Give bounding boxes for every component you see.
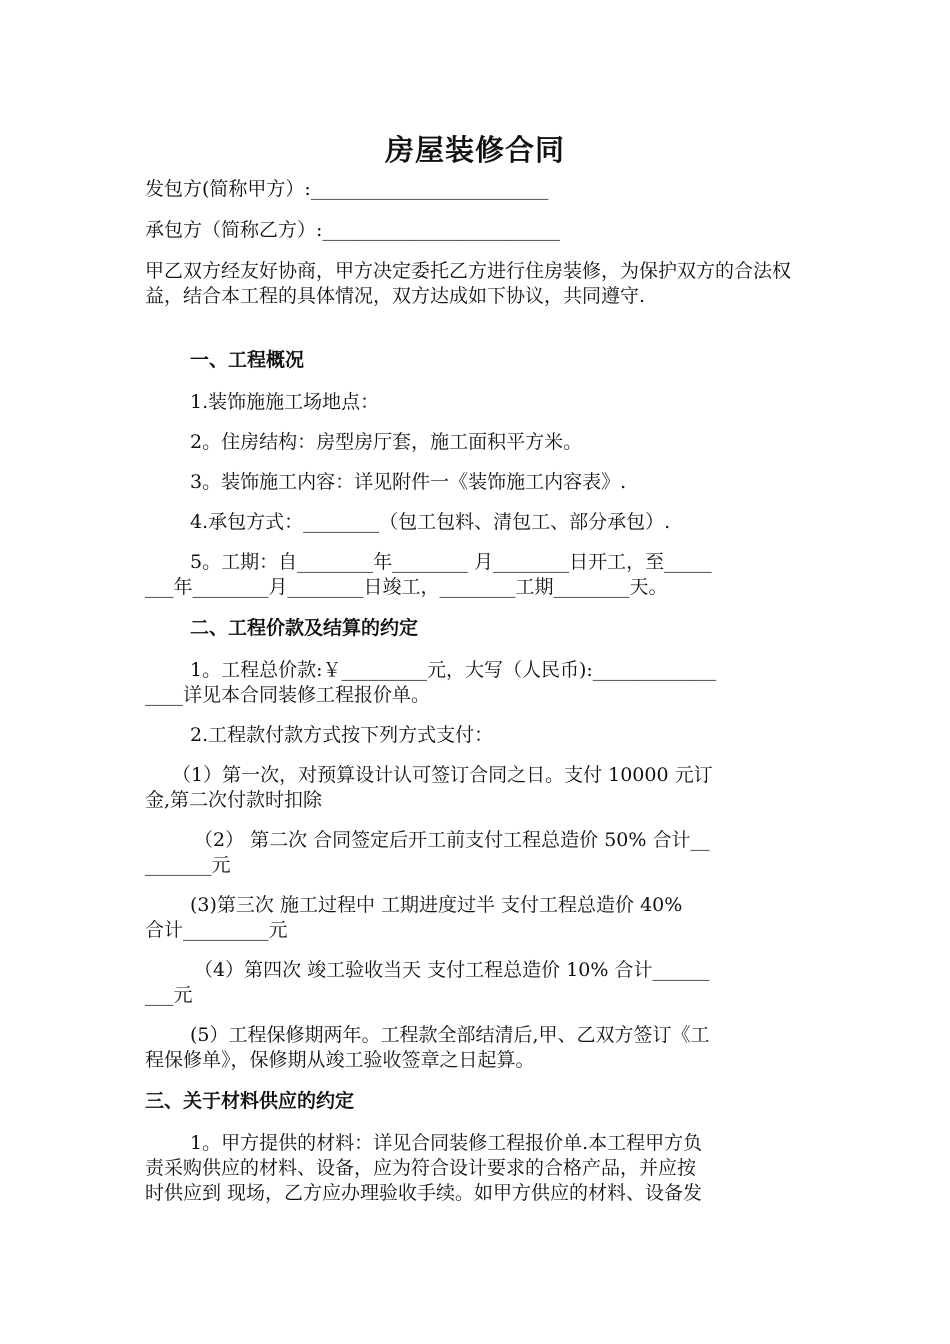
payment-4-line-1: （4）第四次 竣工验收当天 支付工程总造价 10% 合计______ [194,959,710,981]
section-2-heading: 二、工程价款及结算的约定 [190,617,419,639]
section-1-item-5b: ___年________月________日竣工，________工期________天。 [145,576,668,598]
section-3-heading: 三、关于材料供应的约定 [145,1090,355,1112]
section-3-line-1: 1。甲方提供的材料：详见合同装修工程报价单.本工程甲方负 [190,1132,703,1154]
section-1-item-2: 2。住房结构：房型房厅套，施工面积平方米。 [190,431,583,453]
intro-paragraph: 甲乙双方经友好协商，甲方决定委托乙方进行住房装修，为保护双方的合法权益，结合本工程的具体情况，双方达成如下协议，共同遵守. [145,260,792,307]
section-1-item-3: 3。装饰施工内容：详见附件一《装饰施工内容表》. [190,471,627,493]
payment-1-line-2: 金,第二次付款时扣除 [145,789,323,811]
payment-3-line-1: (3)第三次 施工过程中 工期进度过半 支付工程总造价 40% [190,894,683,916]
party-a-line: 发包方(简称甲方）:_________________________ [145,178,549,200]
section-1-heading: 一、工程概况 [190,349,305,371]
section-1-item-4: 4.承包方式：________（包工包料、清包工、部分承包）. [190,511,671,533]
document-title: 房屋装修合同 [384,133,565,167]
price-line-2: ____详见本合同装修工程报价单。 [145,684,431,706]
payment-2-line-1: （2） 第二次 合同签定后开工前支付工程总造价 50% 合计__ [194,829,710,851]
payment-intro: 2.工程款付款方式按下列方式支付： [190,724,494,746]
section-1-item-5a: 5。工期：自________年________ 月________日开工，至_____ [190,551,712,573]
price-line-1: 1。工程总价款:￥_________元，大写（人民币):_____________ [190,659,717,681]
payment-1-line-1: （1）第一次，对预算设计认可签订合同之日。支付 10000 元订 [172,764,713,786]
section-1-item-1: 1.装饰施施工场地点： [190,391,380,413]
party-b-line: 承包方（简称乙方）:_________________________ [145,219,560,241]
section-3-line-3: 时供应到 现场，乙方应办理验收手续。如甲方供应的材料、设备发 [145,1182,703,1204]
payment-5-line-2: 程保修单》，保修期从竣工验收签章之日起算。 [145,1049,535,1071]
payment-3-line-2: 合计_________元 [145,919,288,941]
section-3-line-2: 责采购供应的材料、设备，应为符合设计要求的合格产品，并应按 [145,1157,697,1179]
payment-2-line-2: _______元 [145,854,231,876]
payment-5-line-1: (5）工程保修期两年。工程款全部结清后,甲、乙双方签订《工 [190,1024,710,1046]
payment-4-line-2: ___元 [145,984,193,1006]
